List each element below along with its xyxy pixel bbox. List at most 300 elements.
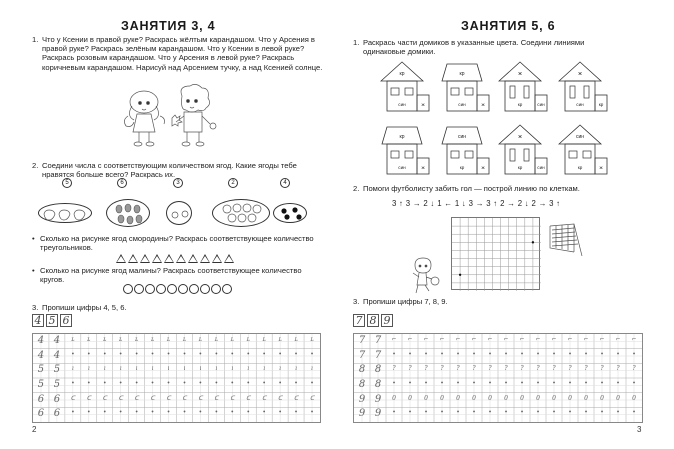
start-hint: • xyxy=(262,350,266,358)
task-2 xyxy=(32,161,324,179)
trace-digit: 9 xyxy=(358,408,366,420)
sample-digit: 7 xyxy=(353,314,365,327)
svg-text:кр: кр xyxy=(517,102,523,107)
start-hint: ? xyxy=(472,365,476,373)
start-hint: ⌐ xyxy=(631,336,637,343)
start-hint: • xyxy=(472,380,476,387)
trace-digit: 9 xyxy=(358,393,366,405)
start-hint: ʟ xyxy=(103,336,107,343)
triangle-shape[interactable] xyxy=(128,254,138,263)
start-hint: ⌐ xyxy=(567,336,573,343)
start-hint: • xyxy=(424,380,428,387)
start-hint: • xyxy=(71,409,75,417)
start-hint: • xyxy=(278,350,282,358)
start-hint: • xyxy=(632,350,636,358)
start-hint: ᑕ xyxy=(277,394,283,402)
start-hint: ? xyxy=(600,365,604,373)
page-number-right: 3 xyxy=(637,425,642,434)
start-hint: ı xyxy=(103,365,106,373)
start-hint: ʟ xyxy=(150,336,155,343)
circled-number: 5 xyxy=(62,178,72,188)
start-hint: • xyxy=(87,380,91,387)
start-hint: ᑕ xyxy=(246,394,251,402)
start-hint: ? xyxy=(392,365,396,373)
start-hint: • xyxy=(616,409,620,417)
start-hint: • xyxy=(504,350,508,358)
house-drawing[interactable] xyxy=(498,60,548,112)
start-hint: ʟ xyxy=(166,336,171,343)
circle-shape[interactable] xyxy=(167,284,177,294)
start-hint: ⌐ xyxy=(471,336,477,343)
start-hint: ʟ xyxy=(214,336,218,343)
football-player-illustration xyxy=(409,257,441,297)
start-hint: ? xyxy=(488,365,492,373)
task-text: Раскрась части домиков в указанные цвета. Соедини линиями одинаковые домики. xyxy=(363,38,585,57)
svg-text:син: син xyxy=(537,165,545,170)
start-hint: ʟ xyxy=(71,336,75,343)
start-hint: ᑕ xyxy=(230,394,235,402)
triangle-shape[interactable] xyxy=(140,254,150,263)
start-hint: 0 xyxy=(392,394,396,402)
cherry-group xyxy=(166,201,192,225)
trace-digit: 7 xyxy=(374,349,382,361)
start-hint: ʟ xyxy=(246,336,250,343)
circle-shape[interactable] xyxy=(211,284,221,294)
task-number: 2. xyxy=(32,161,39,170)
start-hint: 0 xyxy=(408,394,412,402)
start-hint: • xyxy=(134,380,139,387)
svg-text:ж: ж xyxy=(578,71,582,77)
start-hint: ? xyxy=(632,365,636,373)
trace-digit: 4 xyxy=(37,335,45,346)
start-hint: ? xyxy=(456,365,460,373)
start-hint: ᑕ xyxy=(198,394,203,402)
start-hint: • xyxy=(294,380,298,387)
start-hint: • xyxy=(424,409,428,417)
bullet-dot: • xyxy=(32,266,35,275)
start-hint: • xyxy=(87,409,91,417)
blackcurrant-group xyxy=(273,203,307,223)
start-hint: ⌐ xyxy=(599,336,605,343)
start-hint: ı xyxy=(71,365,74,373)
start-hint: ⌐ xyxy=(519,336,525,343)
start-hint: • xyxy=(118,380,123,387)
grape-group xyxy=(212,199,270,227)
start-hint: • xyxy=(246,350,250,358)
start-hint: 0 xyxy=(472,394,476,402)
start-hint: 0 xyxy=(424,394,428,402)
start-hint: ı xyxy=(215,365,218,373)
triangle-shape[interactable] xyxy=(212,254,222,263)
start-hint: • xyxy=(310,409,314,417)
bullet-currant xyxy=(32,234,322,252)
circle-shape[interactable] xyxy=(222,284,232,294)
start-hint: ᑕ xyxy=(182,394,187,402)
trace-digit: 8 xyxy=(358,379,366,390)
circle-shape[interactable] xyxy=(156,284,166,294)
svg-text:кр: кр xyxy=(399,71,405,77)
circle-shape[interactable] xyxy=(200,284,210,294)
start-hint: • xyxy=(424,350,428,358)
trace-digit: 7 xyxy=(358,335,366,346)
copybook-grid-4-5-6[interactable] xyxy=(32,333,321,423)
start-hint: • xyxy=(456,350,460,358)
trace-digit: 8 xyxy=(358,364,366,376)
start-hint: • xyxy=(552,380,556,387)
svg-text:кр: кр xyxy=(459,71,465,77)
task-1 xyxy=(353,38,593,56)
start-hint: 0 xyxy=(520,394,524,402)
svg-text:син: син xyxy=(575,134,585,140)
start-hint: • xyxy=(150,409,155,417)
svg-text:ж: ж xyxy=(518,134,522,140)
start-hint: 0 xyxy=(568,394,572,402)
bullet-text: Сколько на рисунке ягод малины? Раскрась соответствующее количество кругов. xyxy=(40,266,302,285)
start-hint: ʟ xyxy=(262,336,266,343)
start-hint: ⌐ xyxy=(407,336,413,343)
house-drawing[interactable] xyxy=(440,123,490,175)
sample-digits xyxy=(32,314,72,327)
start-hint: ʟ xyxy=(134,336,139,343)
start-hint: ı xyxy=(183,365,186,373)
start-hint: ⌐ xyxy=(391,336,397,343)
start-hint: • xyxy=(456,380,460,387)
start-hint: • xyxy=(230,409,235,417)
circled-number: 6 xyxy=(117,178,127,188)
start-hint: • xyxy=(310,350,314,358)
svg-text:ж: ж xyxy=(518,71,522,77)
task-2 xyxy=(353,184,653,193)
start-hint: ⌐ xyxy=(503,336,509,343)
start-hint: ᑕ xyxy=(118,394,123,402)
start-hint: • xyxy=(440,380,444,387)
start-hint: ᑕ xyxy=(293,394,299,402)
house-drawing[interactable] xyxy=(558,123,608,175)
start-hint: ı xyxy=(263,365,266,373)
trace-digit: 9 xyxy=(374,408,382,420)
trace-digit: 7 xyxy=(358,349,366,361)
task-text: Соедини числа с соответствующим количеством ягод. Какие ягоды тебе нравятся больше всего? Раскрась их. xyxy=(42,161,297,180)
start-hint: • xyxy=(536,380,540,387)
task-text: Что у Ксении в правой руке? Раскрась жёлтым карандашом. Что у Арсения в правой руке? Раскрась зелёным карандашом. Что у Ксении в левой руке? Раскрась розовым карандашом. Что у Арсения в левой руке? Раскрась коричневым карандашом. Нарисуй над Арсением тучку, а над Ксенией солнце. xyxy=(42,35,323,72)
svg-text:син: син xyxy=(398,102,406,107)
start-hint: ʟ xyxy=(119,336,123,343)
start-hint: • xyxy=(310,380,314,387)
start-hint: ı xyxy=(295,365,298,373)
start-hint: ⌐ xyxy=(551,336,557,343)
start-hint: • xyxy=(182,380,187,387)
start-hint: • xyxy=(246,409,250,417)
lesson-title: ЗАНЯТИЯ 3, 4 xyxy=(121,19,216,33)
start-hint: ʟ xyxy=(198,336,203,343)
start-hint: • xyxy=(71,380,75,387)
start-hint: • xyxy=(456,409,460,417)
triangle-shape[interactable] xyxy=(116,254,126,263)
start-hint: ⌐ xyxy=(583,336,589,343)
start-hint: ᑕ xyxy=(166,394,171,402)
trace-digit: 6 xyxy=(53,393,61,405)
circled-number: 3 xyxy=(173,178,183,188)
start-hint: ? xyxy=(568,365,572,373)
start-hint: • xyxy=(504,409,508,417)
start-hint: • xyxy=(118,409,123,417)
circle-shape[interactable] xyxy=(189,284,199,294)
svg-text:син: син xyxy=(457,134,467,140)
circle-shape[interactable] xyxy=(145,284,155,294)
triangle-shape[interactable] xyxy=(152,254,162,263)
start-hint: • xyxy=(488,380,492,387)
start-hint: • xyxy=(182,350,187,358)
start-hint: • xyxy=(552,350,556,358)
arrow-code: 3 ↑ 3 → 2 ↓ 1 ← 1 ↓ 3 → 3 ↑ 2 → 2 ↓ 2 → 3 ↑ xyxy=(392,199,561,208)
start-hint: ? xyxy=(440,365,444,373)
task-3-right xyxy=(353,297,643,306)
start-hint: • xyxy=(488,409,492,417)
svg-text:ж: ж xyxy=(599,165,603,170)
football-goal-illustration xyxy=(548,222,584,256)
start-hint: ʟ xyxy=(182,336,187,343)
start-hint: • xyxy=(440,409,444,417)
start-hint: • xyxy=(520,380,524,387)
svg-text:ж: ж xyxy=(481,165,485,170)
start-hint: 0 xyxy=(440,394,444,402)
start-hint: • xyxy=(214,350,219,358)
start-hint: • xyxy=(520,409,524,417)
task-number: 1. xyxy=(353,38,360,47)
start-hint: ? xyxy=(504,365,508,373)
start-hint: • xyxy=(166,380,171,387)
start-hint: ⌐ xyxy=(439,336,445,343)
start-hint: • xyxy=(118,350,123,358)
strawberry-group xyxy=(38,203,92,223)
start-hint: • xyxy=(488,350,492,358)
task-1 xyxy=(32,35,324,72)
start-hint: • xyxy=(262,409,266,417)
circled-number: 4 xyxy=(280,178,290,188)
start-hint: • xyxy=(440,350,444,358)
start-hint: • xyxy=(408,350,412,358)
start-hint: • xyxy=(150,350,155,358)
trace-digit: 5 xyxy=(37,364,45,376)
task-number: 3. xyxy=(353,297,360,306)
start-hint: • xyxy=(294,350,298,358)
task-number: 3. xyxy=(32,303,39,312)
start-hint: ı xyxy=(87,365,90,373)
circles-row xyxy=(123,284,232,294)
start-hint: • xyxy=(134,409,139,417)
trace-digit: 6 xyxy=(37,393,45,405)
svg-text:кр: кр xyxy=(459,165,465,170)
start-hint: 0 xyxy=(456,394,460,402)
start-hint: • xyxy=(230,350,235,358)
start-hint: • xyxy=(102,380,107,387)
sample-digit: 8 xyxy=(367,314,379,327)
start-hint: ⌐ xyxy=(615,336,621,343)
svg-text:син: син xyxy=(576,102,584,107)
triangle-shape[interactable] xyxy=(188,254,198,263)
sample-digit: 4 xyxy=(32,314,44,327)
start-hint: ? xyxy=(584,365,588,373)
start-hint: 0 xyxy=(504,394,508,402)
start-hint: • xyxy=(600,350,604,358)
house-drawing[interactable] xyxy=(380,123,430,175)
start-hint: ᑕ xyxy=(150,394,155,402)
start-hint: • xyxy=(392,350,396,358)
sample-digit: 6 xyxy=(60,314,72,327)
task-number: 1. xyxy=(32,35,39,44)
circled-numbers xyxy=(40,178,300,192)
svg-text:кр: кр xyxy=(577,165,583,170)
kids-illustration xyxy=(120,84,220,150)
start-hint: • xyxy=(166,409,171,417)
start-hint: • xyxy=(536,409,540,417)
start-hint: ı xyxy=(311,365,313,373)
start-hint: • xyxy=(246,380,250,387)
start-hint: ᑕ xyxy=(261,394,267,402)
circled-number: 2 xyxy=(228,178,238,188)
svg-text:ж: ж xyxy=(481,102,485,107)
start-hint: 0 xyxy=(600,394,604,402)
svg-text:ж: ж xyxy=(421,165,425,170)
svg-text:кр: кр xyxy=(399,134,405,140)
start-hint: • xyxy=(166,350,171,358)
start-hint: • xyxy=(87,350,91,358)
start-hint: ⌐ xyxy=(455,336,461,343)
start-hint: • xyxy=(600,380,604,387)
svg-text:син: син xyxy=(458,102,466,107)
svg-text:кр: кр xyxy=(517,165,523,170)
start-hint: ᑕ xyxy=(309,394,315,402)
start-hint: • xyxy=(472,409,476,417)
triangle-shape[interactable] xyxy=(200,254,210,263)
circle-shape[interactable] xyxy=(178,284,188,294)
start-hint: 0 xyxy=(616,394,620,402)
start-hint: • xyxy=(134,350,139,358)
start-hint: • xyxy=(102,409,107,417)
trace-digit: 5 xyxy=(53,364,61,376)
start-hint: ⌐ xyxy=(535,336,541,343)
start-hint: ᑕ xyxy=(86,394,91,402)
start-hint: ? xyxy=(536,365,540,373)
sample-digit: 9 xyxy=(381,314,393,327)
start-hint: • xyxy=(198,409,203,417)
football-field-grid[interactable] xyxy=(451,217,540,290)
bullet-raspberry xyxy=(32,266,322,284)
start-hint: • xyxy=(408,409,412,417)
start-hint: • xyxy=(71,350,75,358)
start-hint: • xyxy=(632,380,636,387)
start-hint: • xyxy=(392,380,396,387)
start-hint: • xyxy=(568,409,572,417)
task-3 xyxy=(32,303,322,312)
start-hint: ? xyxy=(552,365,556,373)
svg-text:син: син xyxy=(537,102,545,107)
start-hint: • xyxy=(568,350,572,358)
triangle-shape[interactable] xyxy=(164,254,174,263)
svg-text:ж: ж xyxy=(421,102,425,107)
start-hint: • xyxy=(198,380,203,387)
start-hint: • xyxy=(616,380,620,387)
start-hint: ʟ xyxy=(294,336,298,343)
start-hint: ı xyxy=(199,365,202,373)
start-hint: • xyxy=(616,350,620,358)
triangle-shape[interactable] xyxy=(176,254,186,263)
start-hint: ? xyxy=(616,365,620,373)
task-text: Пропиши цифры 4, 5, 6. xyxy=(42,303,127,312)
start-hint: • xyxy=(214,380,219,387)
circle-shape[interactable] xyxy=(134,284,144,294)
trace-digit: 4 xyxy=(53,335,61,346)
bullet-text: Сколько на рисунке ягод смородины? Раскрась соответствующее количество треугольников. xyxy=(40,234,314,253)
triangles-row xyxy=(116,254,235,263)
trace-digit: 5 xyxy=(37,379,45,390)
start-hint: • xyxy=(278,380,282,387)
trace-digit: 8 xyxy=(374,379,382,390)
start-hint: • xyxy=(230,380,235,387)
house-drawing[interactable] xyxy=(498,123,548,175)
bullet-dot: • xyxy=(32,234,35,243)
start-hint: ʟ xyxy=(87,336,91,343)
lesson-title: ЗАНЯТИЯ 5, 6 xyxy=(461,19,556,33)
trace-digit: 4 xyxy=(53,349,61,361)
start-hint: • xyxy=(552,409,556,417)
start-hint: 0 xyxy=(552,394,556,402)
start-hint: ı xyxy=(231,365,234,373)
start-hint: • xyxy=(520,350,524,358)
start-hint: • xyxy=(392,409,396,417)
house-drawing[interactable] xyxy=(380,60,430,112)
copybook-grid-7-8-9[interactable] xyxy=(353,333,643,423)
start-hint: • xyxy=(472,350,476,358)
start-hint: ? xyxy=(424,365,428,373)
task-number: 2. xyxy=(353,184,360,193)
start-hint: • xyxy=(584,409,588,417)
start-hint: ı xyxy=(247,365,250,373)
start-hint: 0 xyxy=(488,394,492,402)
start-hint: ᑕ xyxy=(134,394,139,402)
start-hint: ᑕ xyxy=(70,394,76,402)
start-hint: ᑕ xyxy=(102,394,107,402)
start-hint: • xyxy=(182,409,187,417)
house-drawing[interactable] xyxy=(558,60,608,112)
house-drawing[interactable] xyxy=(440,60,490,112)
trace-digit: 6 xyxy=(37,408,45,420)
task-text: Помоги футболисту забить гол — построй линию по клеткам. xyxy=(363,184,580,193)
start-hint: • xyxy=(198,350,203,358)
start-hint: • xyxy=(632,409,636,417)
start-hint: • xyxy=(408,380,412,387)
circle-shape[interactable] xyxy=(123,284,133,294)
start-hint: ı xyxy=(167,365,170,373)
start-hint: ? xyxy=(520,365,524,373)
triangle-shape[interactable] xyxy=(224,254,234,263)
start-hint: ? xyxy=(408,365,412,373)
start-hint: ᑕ xyxy=(214,394,219,402)
svg-text:син: син xyxy=(398,165,406,170)
start-hint: • xyxy=(600,409,604,417)
start-hint: 0 xyxy=(632,394,636,402)
start-hint: • xyxy=(584,350,588,358)
start-hint: ı xyxy=(279,365,282,373)
start-hint: ı xyxy=(151,365,154,373)
start-hint: • xyxy=(262,380,266,387)
page-number: 2 xyxy=(32,425,37,434)
raspberry-group xyxy=(106,199,150,227)
sample-digit: 5 xyxy=(46,314,58,327)
trace-digit: 8 xyxy=(374,364,382,376)
start-hint: • xyxy=(584,380,588,387)
start-hint: ı xyxy=(135,365,138,373)
